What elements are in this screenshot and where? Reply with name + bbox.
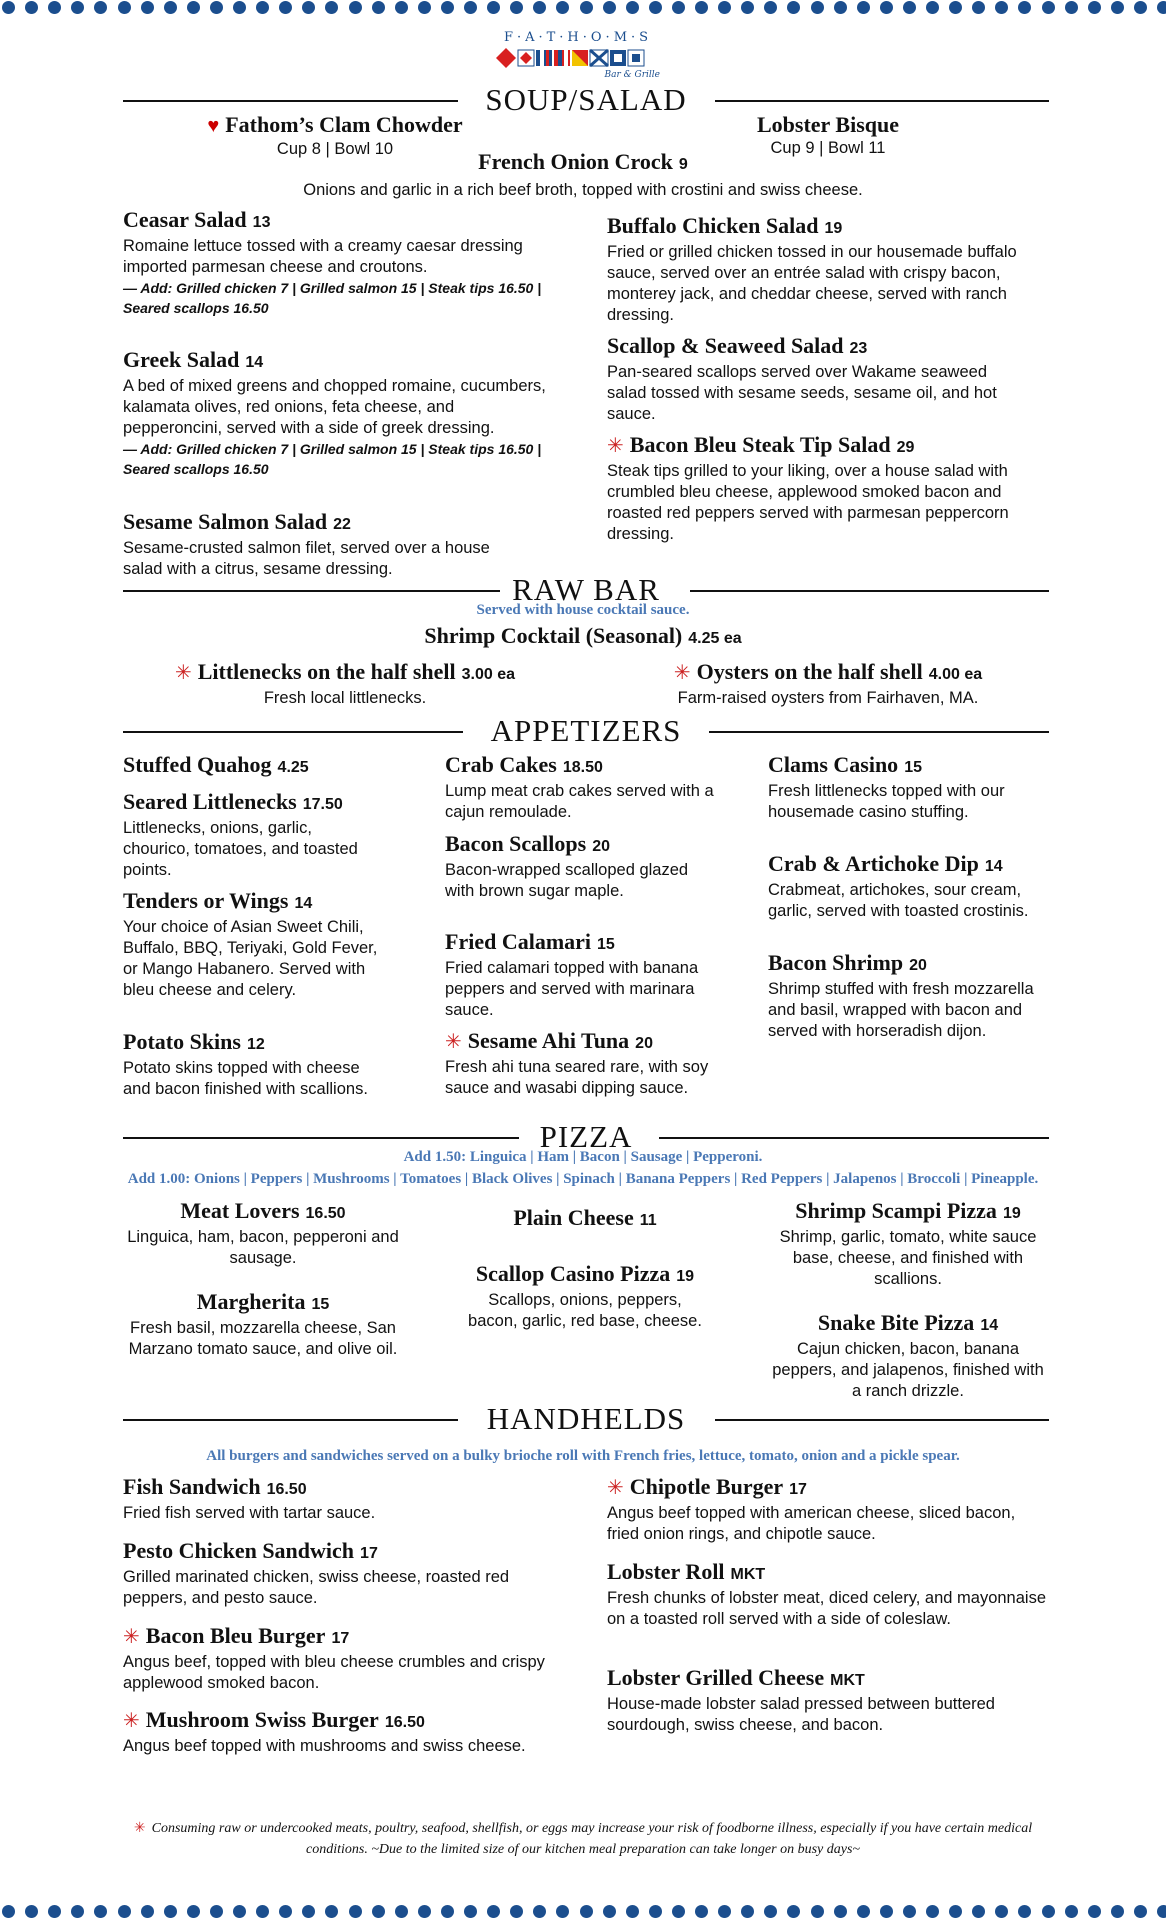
raw-warning-star-icon: ✳ [123, 1708, 140, 1732]
menu-item-lobster-roll: Lobster Roll MKT Fresh chunks of lobster meat, diced celery, and mayonnaise on a toasted roll served with a side of coleslaw. [607, 1559, 1046, 1628]
food-safety-disclaimer: ✳ Consuming raw or undercooked meats, poultry, seafood, shellfish, or eggs may increase your risk of foodborne illness, especially if you have certain medical conditions. ~Due to the limited size of our kitchen meal preparation can take longer on busy days~ [133, 1820, 1033, 1857]
menu-item-chipotle-burger: ✳ Chipotle Burger 17 Angus beef topped with american cheese, sliced bacon, fried onion rings, and chipotle sauce. [607, 1474, 1016, 1543]
border-dot [1088, 1905, 1101, 1918]
border-dot [395, 1, 408, 14]
menu-item-sesame-ahi-tuna: ✳ Sesame Ahi Tuna 20 Fresh ahi tuna seared rare, with soy sauce and wasabi dipping sauce. [445, 1028, 709, 1097]
menu-item-plain-cheese: Plain Cheese 11 [513, 1205, 657, 1230]
border-dot [1111, 1905, 1124, 1918]
border-dot [349, 1, 362, 14]
menu-item-meat-lovers: Meat Lovers 16.50 Linguica, ham, bacon, pepperoni and sausage. [127, 1198, 399, 1267]
menu-item-oysters: ✳ Oysters on the half shell 4.00 ea Farm-raised oysters from Fairhaven, MA. [673, 659, 983, 707]
menu-item-shrimp-cocktail: Shrimp Cocktail (Seasonal) 4.25 ea [424, 623, 742, 648]
menu-item-scallop-casino-pizza: Scallop Casino Pizza 19 Scallops, onions, peppers, bacon, garlic, red base, cheese. [468, 1261, 702, 1330]
menu-item-seared-littlenecks: Seared Littlenecks 17.50 Littlenecks, onions, garlic, chourico, tomatoes, and toasted points. [123, 789, 358, 879]
border-dot [741, 1, 754, 14]
menu-item-littlenecks: ✳ Littlenecks on the half shell 3.00 ea Fresh local littlenecks. [174, 659, 516, 707]
top-dot-border [0, 0, 1166, 16]
border-dot [464, 1, 477, 14]
border-dot [464, 1905, 477, 1918]
section-title: PIZZA [123, 1119, 1049, 1155]
border-dot [487, 1, 500, 14]
border-dot [787, 1905, 800, 1918]
menu-item-snake-bite-pizza: Snake Bite Pizza 14 Cajun chicken, bacon, banana peppers, and jalapenos, finished with a ranch drizzle. [772, 1310, 1044, 1400]
border-dot [972, 1, 985, 14]
border-dot [857, 1, 870, 14]
border-dot [603, 1, 616, 14]
border-dot [441, 1905, 454, 1918]
border-dot [2, 1905, 15, 1918]
border-dot [94, 1, 107, 14]
border-dot [903, 1, 916, 14]
border-dot [556, 1905, 569, 1918]
border-dot [1088, 1, 1101, 14]
border-dot [256, 1905, 269, 1918]
border-dot [302, 1, 315, 14]
border-dot [603, 1905, 616, 1918]
border-dot [1018, 1905, 1031, 1918]
border-dot [325, 1, 338, 14]
border-dot [210, 1905, 223, 1918]
border-dot [1042, 1905, 1055, 1918]
border-dot [580, 1, 593, 14]
menu-item-buffalo-chicken-salad: Buffalo Chicken Salad 19 Fried or grilled chicken tossed in our housemade buffalo sauce, served over an entrée salad with crispy bacon, monterey jack, and cheddar cheese, served with ranch dressing. [607, 213, 1017, 324]
raw-warning-star-icon: ✳ [607, 1475, 624, 1499]
border-dot [118, 1, 131, 14]
border-dot [995, 1905, 1008, 1918]
raw-bar-note: Served with house cocktail sauce. [476, 602, 690, 618]
border-dot [164, 1, 177, 14]
border-dot [210, 1, 223, 14]
menu-item-lobster-grilled-cheese: Lobster Grilled Cheese MKT House-made lobster salad pressed between buttered sourdough, swiss cheese, and bacon. [607, 1665, 995, 1734]
border-dot [71, 1905, 84, 1918]
menu-item-crab-cakes: Crab Cakes 18.50 Lump meat crab cakes served with a cajun remoulade. [445, 752, 714, 821]
border-dot [510, 1905, 523, 1918]
menu-item-bacon-shrimp: Bacon Shrimp 20 Shrimp stuffed with fresh mozzarella and basil, wrapped with bacon and served with horseradish dijon. [768, 950, 1034, 1040]
border-dot [187, 1, 200, 14]
fathoms-logo [490, 30, 666, 84]
menu-item-margherita: Margherita 15 Fresh basil, mozzarella cheese, San Marzano tomato sauce, and olive oil. [128, 1289, 398, 1358]
border-dot [372, 1, 385, 14]
raw-warning-star-icon: ✳ [445, 1029, 462, 1053]
border-dot [1111, 1, 1124, 14]
bottom-dot-border [0, 1904, 1166, 1920]
border-dot [1065, 1905, 1078, 1918]
border-dot [649, 1, 662, 14]
border-dot [949, 1, 962, 14]
border-dot [279, 1905, 292, 1918]
section-title: SOUP/SALAD [123, 82, 1049, 118]
raw-warning-star-icon: ✳ [123, 1624, 140, 1648]
section-title: HANDHELDS [123, 1401, 1049, 1437]
menu-item-lobster-bisque: Lobster Bisque Cup 9 | Bowl 11 [756, 112, 899, 157]
border-dot [141, 1, 154, 14]
border-dot [880, 1905, 893, 1918]
border-dot [857, 1905, 870, 1918]
logo-subtitle: Bar & Grille [604, 70, 660, 80]
heart-icon: ♥ [207, 115, 220, 137]
border-dot [1065, 1, 1078, 14]
border-dot [302, 1905, 315, 1918]
border-dot [926, 1, 939, 14]
menu-item-tenders-wings: Tenders or Wings 14 Your choice of Asian Sweet Chili, Buffalo, BBQ, Teriyaki, Gold Fever, or Mango Habanero. Served with bleu cheese and celery. [123, 888, 378, 999]
border-dot [764, 1, 777, 14]
menu-item-shrimp-scampi-pizza: Shrimp Scampi Pizza 19 Shrimp, garlic, tomato, white sauce base, cheese, and finished with scallions. [779, 1198, 1037, 1288]
section-appetizers [123, 713, 1049, 749]
border-dot [903, 1905, 916, 1918]
border-dot [926, 1905, 939, 1918]
menu-item-fried-calamari: Fried Calamari 15 Fried calamari topped with banana peppers and served with marinara sauce. [445, 929, 699, 1019]
border-dot [233, 1905, 246, 1918]
border-dot [626, 1, 639, 14]
border-dot [533, 1905, 546, 1918]
border-dot [141, 1905, 154, 1918]
menu-item-pesto-chicken-sandwich: Pesto Chicken Sandwich 17 Grilled marinated chicken, swiss cheese, roasted red peppers, and pesto sauce. [123, 1538, 510, 1607]
border-dot [718, 1, 731, 14]
border-dot [995, 1, 1008, 14]
raw-warning-star-icon: ✳ [607, 433, 624, 457]
border-dot [1134, 1, 1147, 14]
border-dot [695, 1, 708, 14]
border-dot [418, 1905, 431, 1918]
border-dot [2, 1, 15, 14]
section-title: RAW BAR [123, 572, 1049, 608]
border-dot [695, 1905, 708, 1918]
border-dot [718, 1905, 731, 1918]
raw-warning-star-icon: ✳ [174, 660, 192, 684]
border-dot [71, 1, 84, 14]
border-dot [764, 1905, 777, 1918]
border-dot [556, 1, 569, 14]
raw-warning-star-icon: ✳ [673, 660, 691, 684]
border-dot [626, 1905, 639, 1918]
border-dot [25, 1, 38, 14]
nautical-flags-icon [496, 48, 656, 68]
border-dot [1018, 1, 1031, 14]
border-dot [834, 1905, 847, 1918]
border-dot [880, 1, 893, 14]
menu-item-bacon-bleu-burger: ✳ Bacon Bleu Burger 17 Angus beef, topped with bleu cheese crumbles and crispy applewood smoked bacon. [123, 1623, 545, 1692]
border-dot [787, 1, 800, 14]
border-dot [1134, 1905, 1147, 1918]
border-dot [580, 1905, 593, 1918]
raw-warning-star-icon: ✳ [133, 1820, 146, 1836]
border-dot [649, 1905, 662, 1918]
menu-item-greek-salad: Greek Salad 14 A bed of mixed greens and chopped romaine, cucumbers, kalamata olives, red onions, feta cheese, and pepperoncini, served with a side of greek dressing. — Add: Grilled chicken 7 | Grilled salmon 15 | Steak tips 16.50 | Seared scallops 16.50 [123, 347, 546, 477]
menu-item-stuffed-quahog: Stuffed Quahog 4.25 [123, 752, 309, 777]
border-dot [94, 1905, 107, 1918]
border-dot [187, 1905, 200, 1918]
border-dot [48, 1, 61, 14]
border-dot [256, 1, 269, 14]
border-dot [1157, 1905, 1166, 1918]
border-dot [1157, 1, 1166, 14]
menu-item-mushroom-swiss-burger: ✳ Mushroom Swiss Burger 16.50 Angus beef topped with mushrooms and swiss cheese. [123, 1707, 526, 1755]
border-dot [441, 1, 454, 14]
menu-item-potato-skins: Potato Skins 12 Potato skins topped with cheese and bacon finished with scallions. [123, 1029, 368, 1098]
menu-item-bacon-scallops: Bacon Scallops 20 Bacon-wrapped scalloped glazed with brown sugar maple. [445, 831, 689, 900]
menu-item-fish-sandwich: Fish Sandwich 16.50 Fried fish served with tartar sauce. [123, 1474, 376, 1522]
border-dot [811, 1905, 824, 1918]
border-dot [672, 1, 685, 14]
border-dot [372, 1905, 385, 1918]
border-dot [510, 1, 523, 14]
menu-item-french-onion: French Onion Crock 9 Onions and garlic in a rich beef broth, topped with crostini and swiss cheese. [303, 149, 863, 199]
menu-item-sesame-salmon-salad: Sesame Salmon Salad 22 Sesame-crusted salmon filet, served over a house salad with a citrus, sesame dressing. [123, 509, 490, 578]
pizza-note-veggies: Add 1.00: Onions | Peppers | Mushrooms | Tomatoes | Black Olives | Spinach | Banana Peppers | Red Peppers | Jalapenos | Broccoli | Pineapple. [127, 1171, 1039, 1187]
section-handhelds [123, 1401, 1049, 1437]
border-dot [233, 1, 246, 14]
handhelds-note: All burgers and sandwiches served on a bulky brioche roll with French fries, lettuce, tomato, onion and a pickle spear. [206, 1448, 960, 1464]
pizza-note-meats: Add 1.50: Linguica | Ham | Bacon | Sausage | Pepperoni. [403, 1149, 763, 1165]
border-dot [325, 1905, 338, 1918]
border-dot [279, 1, 292, 14]
menu-item-clams-casino: Clams Casino 15 Fresh littlenecks topped with our housemade casino stuffing. [768, 752, 1005, 821]
logo-text: F·A·T·H·O·M·S [503, 30, 653, 45]
border-dot [395, 1905, 408, 1918]
menu-item-steak-tip-salad: ✳ Bacon Bleu Steak Tip Salad 29 Steak tips grilled to your liking, over a house salad with crumbled bleu cheese, applewood smoked bacon and roasted red peppers served with parmesan peppercorn dressing. [607, 432, 1009, 543]
border-dot [741, 1905, 754, 1918]
section-title: APPETIZERS [123, 713, 1049, 749]
border-dot [25, 1905, 38, 1918]
border-dot [672, 1905, 685, 1918]
border-dot [949, 1905, 962, 1918]
menu-item-caesar-salad: Ceasar Salad 13 Romaine lettuce tossed with a creamy caesar dressing imported parmesan cheese and croutons. — Add: Grilled chicken 7 | Grilled salmon 15 | Steak tips 16.50 | Seared scallops 16.50 [123, 207, 542, 316]
border-dot [349, 1905, 362, 1918]
border-dot [164, 1905, 177, 1918]
border-dot [48, 1905, 61, 1918]
menu-item-clam-chowder: ♥ Fathom’s Clam Chowder Cup 8 | Bowl 10 [207, 112, 463, 158]
border-dot [533, 1, 546, 14]
border-dot [811, 1, 824, 14]
border-dot [972, 1905, 985, 1918]
border-dot [118, 1905, 131, 1918]
menu-item-scallop-seaweed-salad: Scallop & Seaweed Salad 23 Pan-seared scallops served over Wakame seaweed salad tossed with sesame seeds, sesame oil, and hot sauce. [607, 333, 997, 423]
menu-item-crab-artichoke-dip: Crab & Artichoke Dip 14 Crabmeat, artichokes, sour cream, garlic, served with toasted crostinis. [768, 851, 1029, 920]
border-dot [834, 1, 847, 14]
border-dot [487, 1905, 500, 1918]
border-dot [418, 1, 431, 14]
border-dot [1042, 1, 1055, 14]
